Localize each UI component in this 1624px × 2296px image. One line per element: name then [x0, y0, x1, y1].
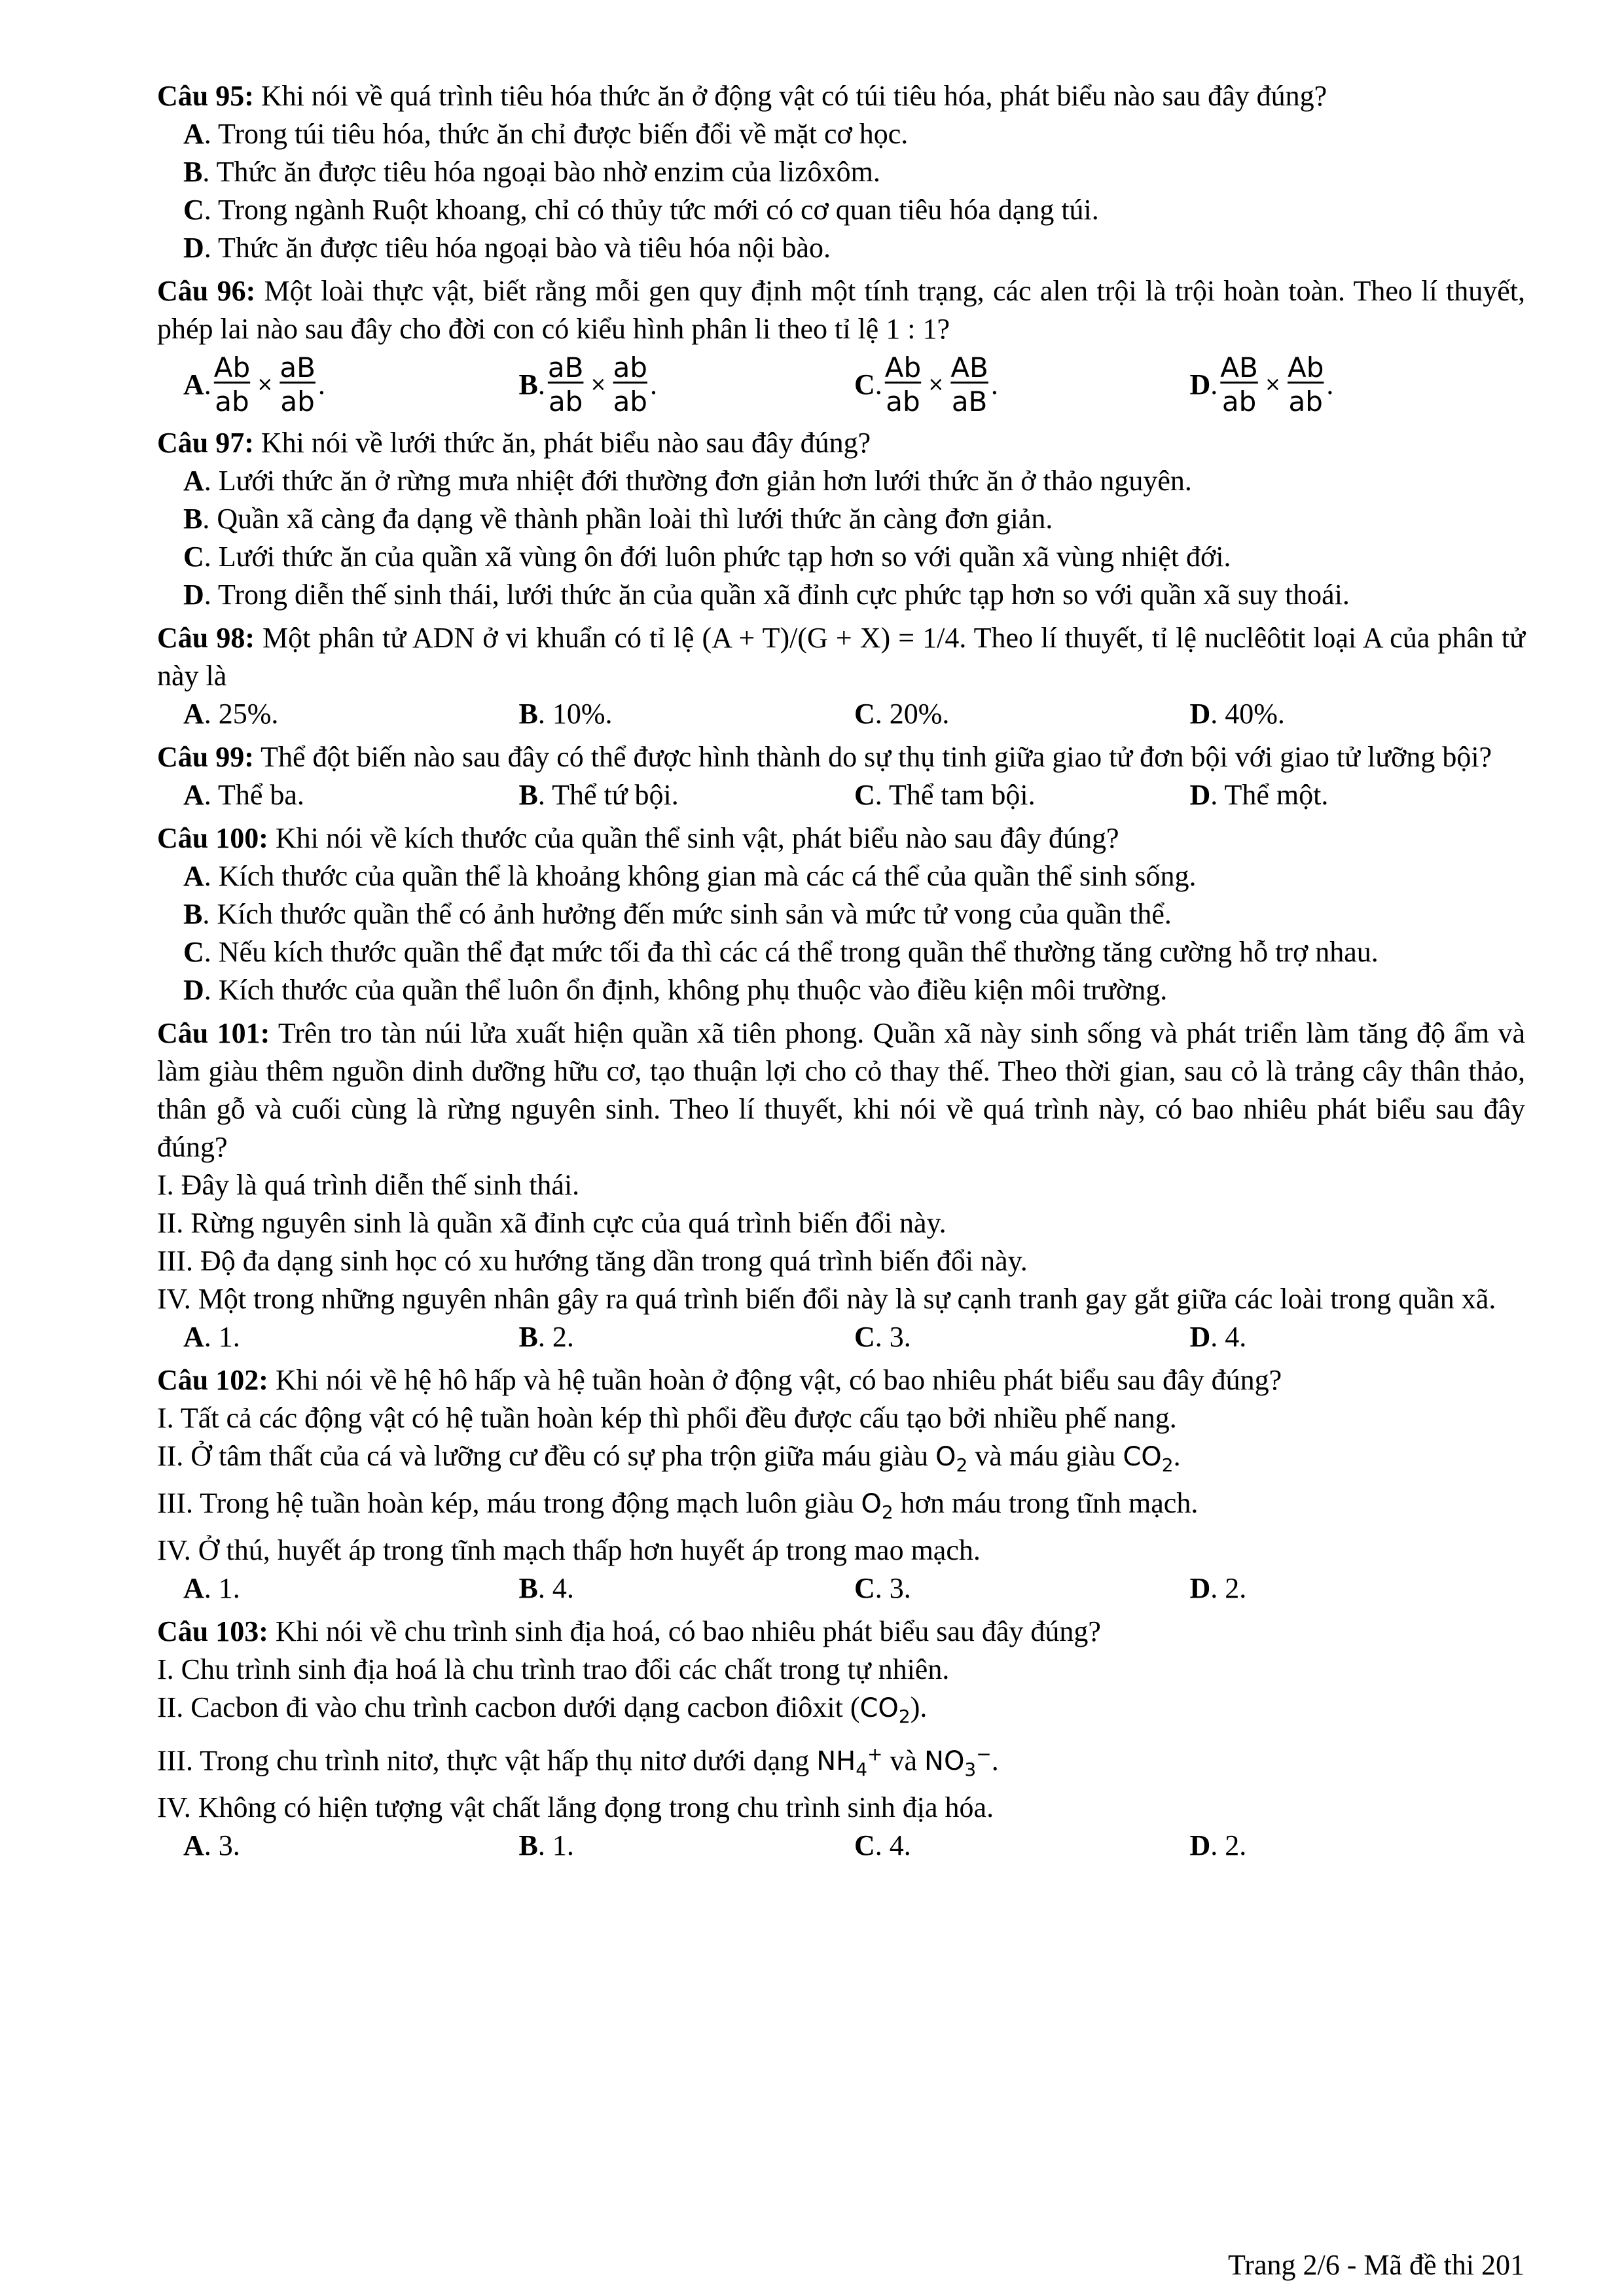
question-103: [157, 1613, 1525, 1865]
cross-symbol: ×: [1264, 373, 1281, 396]
genotype-options: [157, 351, 1525, 419]
question-number: Câu 98:: [157, 622, 255, 654]
genotype-fraction: $\frac{Ab}{ab}$: [884, 351, 922, 418]
option-b: B. 1.: [518, 1829, 574, 1862]
question-102: [157, 1361, 1525, 1607]
formula-o2: $O_2$: [935, 1442, 968, 1476]
option-b: B . $\frac{aB}{ab}$ × $\frac{ab}{ab}$ .: [518, 351, 657, 418]
question-number: Câu 96:: [157, 275, 256, 307]
genotype-fraction: $\frac{AB}{aB}$: [950, 351, 988, 418]
option-a: A. Thể ba.: [183, 779, 304, 811]
question-text: Một loài thực vật, biết rằng mỗi gen quy định một tính trạng, các alen trội là trội hoàn toàn. Theo lí thuyết, phép lai nào sau đây cho đời con có kiểu hình phân li theo tỉ lệ 1 : 1?: [157, 275, 1525, 345]
option-b: B. Thức ăn được tiêu hóa ngoại bào nhờ enzim của lizôxôm.: [183, 156, 880, 188]
formula-o2: $O_2$: [861, 1489, 893, 1523]
option-d: D. 2.: [1189, 1829, 1247, 1862]
option-a: A. 1.: [183, 1321, 240, 1353]
question-number: Câu 100:: [157, 822, 268, 854]
option-b: B. Thể tứ bội.: [518, 779, 679, 811]
option-c: C. Lưới thức ăn của quần xã vùng ôn đới luôn phức tạp hơn so với quần xã vùng nhiệt đới.: [183, 541, 1231, 573]
question-number: Câu 97:: [157, 427, 254, 459]
question-95: [157, 77, 1525, 267]
option-b: B. Quần xã càng đa dạng về thành phần loài thì lưới thức ăn càng đơn giản.: [183, 503, 1053, 535]
option-a: A. Lưới thức ăn ở rừng mưa nhiệt đới thường đơn giản hơn lưới thức ăn ở thảo nguyên.: [183, 465, 1192, 497]
option-c: C. Nếu kích thước quần thể đạt mức tối đa thì các cá thể trong quần thể thường tăng cường hỗ trợ nhau.: [183, 936, 1379, 968]
statement-1: I. Chu trình sinh địa hoá là chu trình trao đổi các chất trong tự nhiên.: [157, 1653, 950, 1685]
question-100: [157, 819, 1525, 1009]
options-row: [157, 695, 1525, 733]
option-a: A. Trong túi tiêu hóa, thức ăn chỉ được biến đổi về mặt cơ học.: [183, 118, 909, 150]
statement-2: II. Cacbon đi vào chu trình cacbon dưới dạng cacbon điôxit $(CO_2)$.: [157, 1691, 928, 1727]
option-d: D. Trong diễn thế sinh thái, lưới thức ăn của quần xã đỉnh cực phức tạp hơn so với quần xã suy thoái.: [183, 579, 1350, 611]
option-c: C. 4.: [854, 1829, 911, 1862]
formula-co2: $CO_2$: [1123, 1442, 1174, 1476]
genotype-fraction: $\frac{aB}{ab}$: [280, 351, 316, 418]
question-text: Thể đột biến nào sau đây có thể được hình thành do sự thụ tinh giữa giao tử đơn bội với giao tử lưỡng bội?: [253, 741, 1492, 773]
question-text: Trên tro tàn núi lửa xuất hiện quần xã tiên phong. Quần xã này sinh sống và phát triển làm tăng độ ẩm và làm giàu thêm nguồn dinh dưỡng hữu cơ, tạo thuận lợi cho cỏ thay thế. Theo thời gian, sau cỏ là trảng cây thân thảo, thân gỗ và cuối cùng là rừng nguyên sinh. Theo lí thuyết, khi nói về quá trình này, có bao nhiêu phát biểu sau đây đúng?: [157, 1017, 1526, 1163]
options-row: [157, 776, 1525, 814]
option-b: B. 2.: [518, 1321, 574, 1353]
exam-page: [157, 77, 1525, 1870]
option-a: A. Kích thước của quần thể là khoảng không gian mà các cá thể của quần thể sinh sống.: [183, 860, 1197, 892]
cross-symbol: ×: [928, 373, 945, 396]
option-d: D. Thể một.: [1189, 779, 1329, 811]
statement-4: IV. Ở thú, huyết áp trong tĩnh mạch thấp hơn huyết áp trong mao mạch.: [157, 1534, 981, 1566]
question-text: Khi nói về kích thước của quần thể sinh vật, phát biểu nào sau đây đúng?: [268, 822, 1119, 854]
genotype-fraction: $\frac{Ab}{ab}$: [1287, 351, 1324, 418]
option-d: D. 40%.: [1189, 698, 1285, 730]
question-98: [157, 619, 1525, 733]
statement-1: I. Đây là quá trình diễn thế sinh thái.: [157, 1169, 580, 1201]
question-text: Khi nói về chu trình sinh địa hoá, có bao nhiêu phát biểu sau đây đúng?: [268, 1615, 1101, 1647]
question-number: Câu 103:: [157, 1615, 268, 1647]
statement-1: I. Tất cả các động vật có hệ tuần hoàn kép thì phổi đều được cấu tạo bởi nhiều phế nang.: [157, 1402, 1177, 1434]
genotype-fraction: $\frac{AB}{ab}$: [1220, 351, 1258, 418]
cross-symbol: ×: [590, 373, 607, 396]
statement-3: III. Độ đa dạng sinh học có xu hướng tăng dần trong quá trình biến đổi này.: [157, 1245, 1028, 1277]
options-row: [157, 1827, 1525, 1865]
question-text: Khi nói về hệ hô hấp và hệ tuần hoàn ở động vật, có bao nhiêu phát biểu sau đây đúng?: [268, 1364, 1282, 1396]
options-row: [157, 1318, 1525, 1356]
option-d: D. 2.: [1189, 1572, 1247, 1604]
question-number: Câu 95:: [157, 80, 254, 112]
option-b: B. Kích thước quần thể có ảnh hưởng đến mức sinh sản và mức tử vong của quần thể.: [183, 898, 1172, 930]
genotype-fraction: $\frac{Ab}{ab}$: [213, 351, 251, 418]
statement-2: II. Rừng nguyên sinh là quần xã đỉnh cực của quá trình biến đổi này.: [157, 1207, 947, 1239]
options-row: [157, 1570, 1525, 1607]
question-99: [157, 738, 1525, 814]
option-c: C . $\frac{Ab}{ab}$ × $\frac{AB}{aB}$ .: [854, 351, 998, 418]
question-96: [157, 272, 1525, 419]
option-c: C. Thể tam bội.: [854, 779, 1036, 811]
question-text: Một phân tử ADN ở vi khuẩn có tỉ lệ (A + T)/(G + X) = 1/4. Theo lí thuyết, tỉ lệ nuclêôtit loại A của phân tử này là: [157, 622, 1525, 692]
option-d: D. 4.: [1189, 1321, 1247, 1353]
option-c: C. 3.: [854, 1572, 911, 1604]
option-d: D . $\frac{AB}{ab}$ × $\frac{Ab}{ab}$ .: [1189, 351, 1334, 418]
option-d: D. Thức ăn được tiêu hóa ngoại bào và tiêu hóa nội bào.: [183, 232, 831, 264]
option-a: A. 1.: [183, 1572, 240, 1604]
formula-nh4: $NH_4^+$: [816, 1744, 883, 1781]
page-footer: Trang 2/6 - Mã đề thi 201: [1227, 2249, 1525, 2281]
question-number: Câu 99:: [157, 741, 254, 773]
option-d: D. Kích thước của quần thể luôn ổn định, không phụ thuộc vào điều kiện môi trường.: [183, 974, 1168, 1006]
option-b: B. 4.: [518, 1572, 574, 1604]
option-c: C. Trong ngành Ruột khoang, chỉ có thủy tức mới có cơ quan tiêu hóa dạng túi.: [183, 194, 1099, 226]
formula-no3: $NO_3^-$: [924, 1744, 992, 1781]
question-text: Khi nói về quá trình tiêu hóa thức ăn ở động vật có túi tiêu hóa, phát biểu nào sau đây đúng?: [253, 80, 1327, 112]
statement-4: IV. Một trong những nguyên nhân gây ra quá trình biến đổi này là sự cạnh tranh gay gắt giữa các loài trong quần xã.: [157, 1283, 1496, 1315]
statement-2: II. Ở tâm thất của cá và lưỡng cư đều có sự pha trộn giữa máu giàu $O_2$ và máu giàu $CO_2$.: [157, 1440, 1181, 1476]
statement-3: III. Trong chu trình nitơ, thực vật hấp thụ nitơ dưới dạng $NH_4^+$ và $NO_3^-$.: [157, 1744, 999, 1781]
question-text: Khi nói về lưới thức ăn, phát biểu nào sau đây đúng?: [253, 427, 871, 459]
option-c: C. 3.: [854, 1321, 911, 1353]
genotype-fraction: $\frac{aB}{ab}$: [547, 351, 584, 418]
question-101: [157, 1014, 1525, 1356]
option-c: C. 20%.: [854, 698, 950, 730]
question-number: Câu 101:: [157, 1017, 270, 1049]
formula-co2: $CO_2$: [859, 1693, 911, 1727]
option-b: B. 10%.: [518, 698, 613, 730]
statement-3: III. Trong hệ tuần hoàn kép, máu trong động mạch luôn giàu $O_2$ hơn máu trong tĩnh mạch.: [157, 1487, 1199, 1523]
option-a: A . $\frac{Ab}{ab}$ × $\frac{aB}{ab}$ .: [183, 351, 325, 418]
question-number: Câu 102:: [157, 1364, 268, 1396]
genotype-fraction: $\frac{ab}{ab}$: [613, 351, 647, 418]
cross-symbol: ×: [257, 373, 274, 396]
option-a: A. 25%.: [183, 698, 279, 730]
statement-4: IV. Không có hiện tượng vật chất lắng đọng trong chu trình sinh địa hóa.: [157, 1791, 994, 1824]
option-a: A. 3.: [183, 1829, 240, 1862]
question-97: [157, 424, 1525, 614]
